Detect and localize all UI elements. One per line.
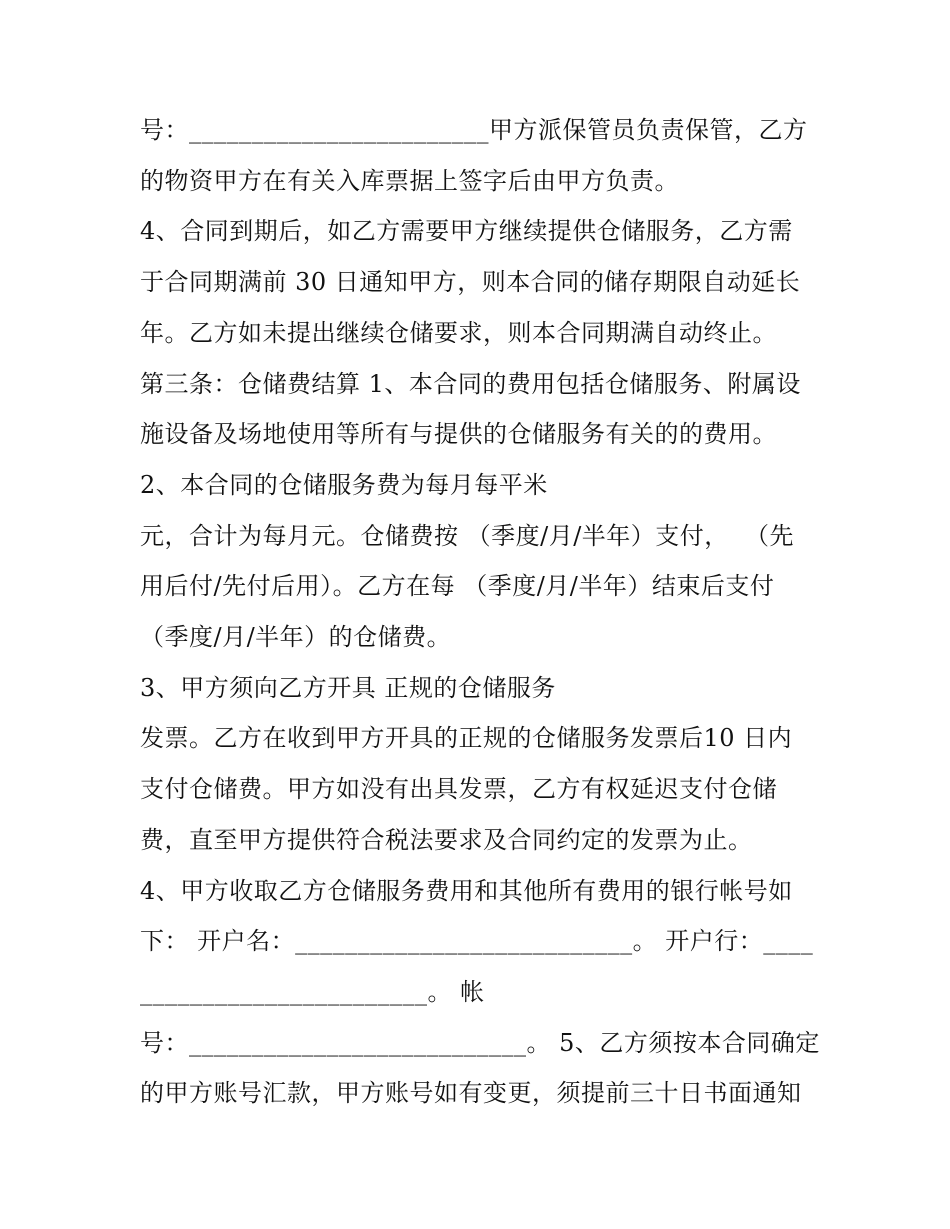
text-line: 发票。乙方在收到甲方开具的正规的仓储服务发票后10 日内 — [140, 724, 793, 752]
text-line: _______________________。 帐 — [140, 978, 485, 1006]
text-line: 施设备及场地使用等所有与提供的仓储服务有关的的费用。 — [140, 420, 777, 448]
text-line: （季度/月/半年）的仓储费。 — [140, 623, 452, 651]
text-line: 的物资甲方在有关入库票据上签字后由甲方负责。 — [140, 167, 679, 195]
text-line: 第三条：仓储费结算 1、本合同的费用包括仓储服务、附属设 — [140, 370, 801, 398]
text-line: 元，合计为每月元。仓储费按 （季度/月/半年）支付， （先 — [140, 522, 795, 550]
text-line: 4、合同到期后，如乙方需要甲方继续提供仓储服务，乙方需 — [140, 217, 793, 245]
text-line: 的甲方账号汇款，甲方账号如有变更，须提前三十日书面通知 — [140, 1079, 802, 1107]
text-line: 4、甲方收取乙方仓储服务费用和其他所有费用的银行帐号如 — [140, 877, 793, 905]
text-line: 支付仓储费。甲方如没有出具发票，乙方有权延迟支付仓储 — [140, 775, 777, 803]
text-line: 3、甲方须向乙方开具 正规的仓储服务 — [140, 674, 556, 702]
text-line: 2、本合同的仓储服务费为每月每平米 — [140, 471, 548, 499]
text-line: 下： 开户名：___________________________。 开户行：____ — [140, 927, 814, 955]
text-line: 费，直至甲方提供符合税法要求及合同约定的发票为止。 — [140, 826, 753, 854]
text-line: 年。乙方如未提出继续仓储要求，则本合同期满自动终止。 — [140, 319, 777, 347]
text-line: 于合同期满前 30 日通知甲方，则本合同的储存期限自动延长 — [140, 268, 801, 296]
text-line: 号：___________________________。 5、乙方须按本合同确定 — [140, 1029, 820, 1057]
text-line: 用后付/先付后用）。乙方在每 （季度/月/半年）结束后支付 — [140, 572, 775, 600]
text-line: 号：________________________甲方派保管员负责保管，乙方 — [140, 116, 808, 144]
